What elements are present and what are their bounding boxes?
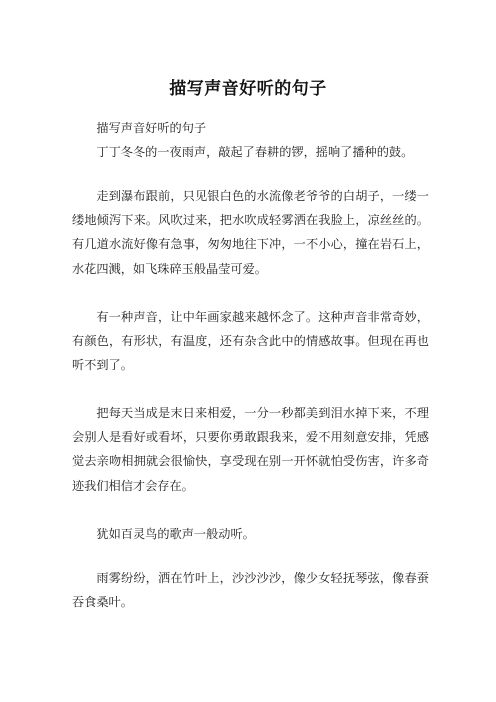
paragraph-subtitle: 描写声音好听的句子 (96, 121, 207, 135)
paragraph-lark: 犹如百灵鸟的歌声一般动听。 (96, 527, 255, 541)
paragraph-rain: 丁丁冬冬的一夜雨声，敲起了春耕的锣，摇响了播种的鼓。 (96, 145, 414, 159)
paragraph-painter: 有一种声音，让中年画家越来越怀念了。这种声音非常奇妙，有颜色，有形状，有温度，还有杂含此中的情感故事。但现在再也听不到了。 (72, 310, 429, 373)
paragraph-love: 把每天当成是末日来相爱，一分一秒都美到泪水掉下来，不理会别人是看好或看坏，只要你勇敢跟我来，爱不用刻意安排，凭感觉去亲吻相拥就会很愉快，享受现在别一开怀就怕受伤害，许多奇迹我们相信才会存在。 (72, 406, 429, 493)
paragraph-bamboo: 雨雾纷纷，洒在竹叶上，沙沙沙沙，像少女轻抚琴弦，像春蚕吞食桑叶。 (72, 571, 429, 610)
paragraph-waterfall: 走到瀑布跟前，只见银白色的水流像老爷爷的白胡子，一缕一缕地倾泻下来。风吹过来，把水吹成轻雾洒在我脸上，凉丝丝的。有几道水流好像有急事，匆匆地往下冲，一不小心，撞在岩石上，水花四溅，如飞珠碎玉般晶莹可爱。 (72, 189, 429, 276)
document-title: 描写声音好听的句子 (169, 79, 327, 99)
